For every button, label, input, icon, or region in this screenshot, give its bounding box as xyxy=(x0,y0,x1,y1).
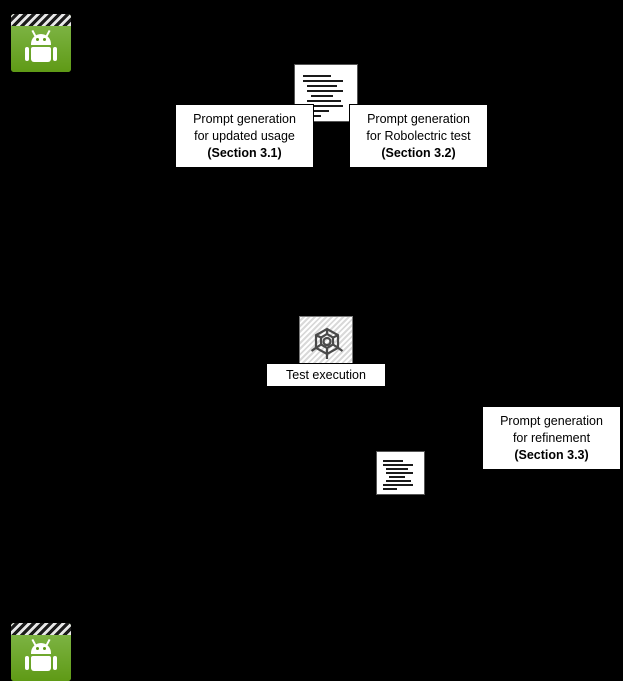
robot-arm-left xyxy=(25,47,29,61)
document-folded-corner xyxy=(416,452,424,460)
document-line xyxy=(311,95,333,97)
test-execution-label: Test execution xyxy=(286,368,366,382)
robot-head xyxy=(31,643,51,654)
prompt-robolectric-line2: for Robolectric test xyxy=(366,128,471,143)
connector-to-prompt-32 xyxy=(418,93,419,104)
document-line xyxy=(383,464,413,466)
prompt-updated-usage-section: (Section 3.1) xyxy=(207,145,282,160)
robot-torso xyxy=(31,47,51,62)
document-line xyxy=(386,468,408,470)
robot-arm-right xyxy=(53,656,57,670)
connector-to-result-project xyxy=(71,411,72,420)
connector-test-down xyxy=(325,387,326,412)
robot-eye-right xyxy=(43,38,46,41)
connector-llm-down xyxy=(325,255,326,277)
connector-prompt31-down xyxy=(244,168,245,189)
document-line xyxy=(303,75,331,77)
robot-arm-right xyxy=(53,47,57,61)
prompt-robolectric-line1: Prompt generation xyxy=(367,111,470,126)
openai-logo-icon xyxy=(299,316,353,370)
robot-eye-left xyxy=(36,647,39,650)
prompt-refinement-section: (Section 3.3) xyxy=(514,447,589,462)
document-line xyxy=(307,90,343,92)
document-line xyxy=(383,484,413,486)
prompt-refinement-line2: for refinement xyxy=(512,430,591,445)
document-line xyxy=(389,476,405,478)
connector-to-generated-doc xyxy=(400,276,401,281)
prompt-generation-robolectric-test-box xyxy=(349,104,488,168)
prompt-generation-updated-usage-box xyxy=(175,104,314,168)
prompt-updated-usage-line2: for updated usage xyxy=(194,128,295,143)
test-execution-box xyxy=(266,363,386,387)
robot-arm-left xyxy=(25,656,29,670)
prompt-refinement-line1: Prompt generation xyxy=(500,413,603,428)
android-robot-icon xyxy=(28,643,54,673)
connector-to-prompt-31 xyxy=(244,93,245,104)
connector-doc-down xyxy=(400,320,401,344)
document-line xyxy=(386,480,411,482)
connector-refinement-feedback-up xyxy=(608,200,609,425)
connector-prompts-merge xyxy=(244,188,419,189)
robot-torso xyxy=(31,656,51,671)
document-folded-corner xyxy=(347,65,357,75)
result-project-folder-icon xyxy=(11,623,71,681)
document-line xyxy=(383,488,397,490)
prompt-robolectric-section: (Section 3.2) xyxy=(381,145,456,160)
prompt-generation-refinement-box xyxy=(482,406,621,470)
document-line xyxy=(307,100,341,102)
connector-test-split xyxy=(71,411,551,412)
connector-refinement-feedback-top xyxy=(353,200,609,201)
prompt-updated-usage-line1: Prompt generation xyxy=(193,111,296,126)
connector-merge-to-llm xyxy=(325,188,326,200)
robot-eye-left xyxy=(36,38,39,41)
document-line xyxy=(386,472,413,474)
robot-eye-right xyxy=(43,647,46,650)
generated-document-icon xyxy=(376,451,425,495)
connector-prompt32-down xyxy=(418,168,419,189)
robot-head xyxy=(31,34,51,45)
document-line xyxy=(383,460,403,462)
document-line xyxy=(307,85,337,87)
connector-llm-to-doc xyxy=(325,276,401,277)
source-project-folder-icon xyxy=(11,14,71,72)
android-robot-icon xyxy=(28,34,54,64)
document-line xyxy=(303,80,343,82)
